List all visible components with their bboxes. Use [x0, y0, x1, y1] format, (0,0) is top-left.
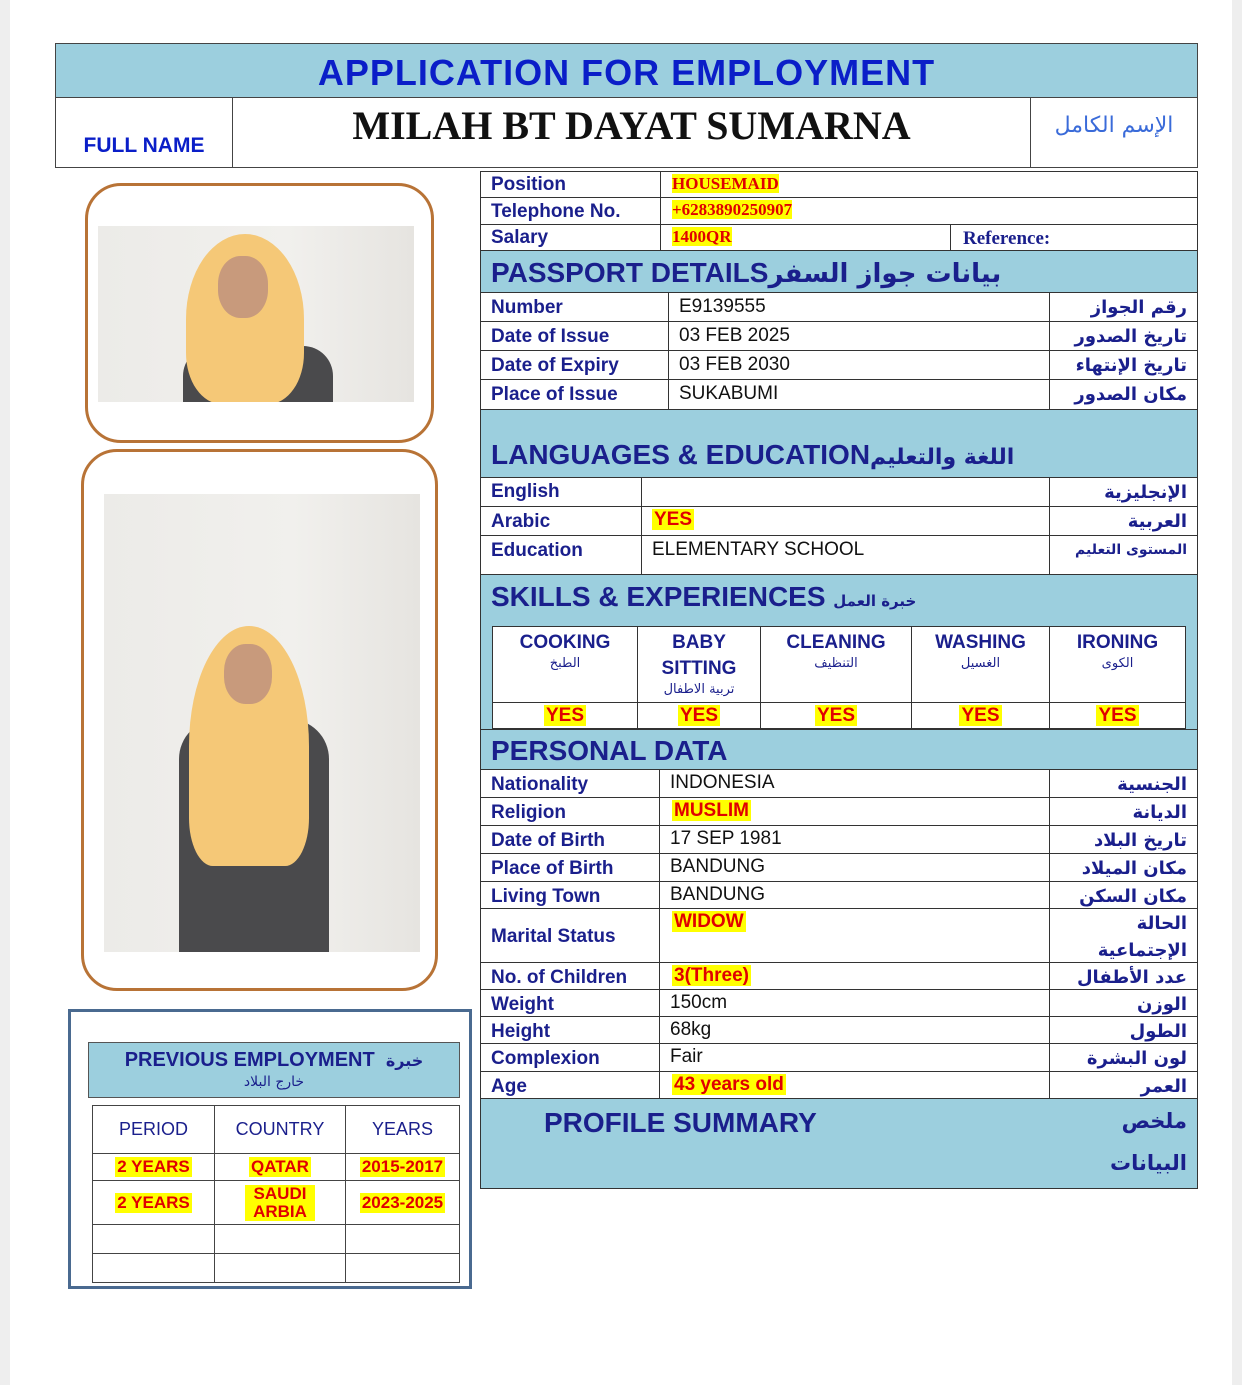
education-label-ar: المستوى التعليم	[1075, 542, 1187, 558]
skill-cooking-value: YES	[545, 705, 585, 726]
table-row	[481, 478, 1197, 507]
height-label: Height	[481, 1017, 660, 1043]
prev-header-years: YEARS	[371, 1119, 434, 1139]
table-row	[481, 380, 1197, 410]
prev-period	[93, 1254, 215, 1282]
languages-section-header	[481, 410, 1197, 478]
table-row	[481, 963, 1197, 990]
profile-summary-title: PROFILE SUMMARY	[544, 1107, 817, 1138]
previous-employment-title-en: PREVIOUS EMPLOYMENT	[124, 1049, 375, 1071]
full-name-label-ar: الإسم الكامل	[1054, 113, 1174, 138]
header-table	[55, 43, 1198, 168]
previous-employment-title-ar-2: خارج البلاد	[243, 1074, 305, 1090]
passport-title-ar: بيانات جواز السفر	[768, 259, 1002, 289]
previous-employment-box	[68, 1009, 472, 1289]
prev-years	[346, 1254, 459, 1282]
photo-frame-full-body	[81, 449, 438, 991]
portrait-photo	[98, 226, 414, 402]
marital-status-label-ar: الحالة الإجتماعية	[1097, 913, 1187, 961]
prev-period: 2 YEARS	[117, 1157, 190, 1176]
marital-status-label: Marital Status	[481, 909, 660, 962]
application-page	[10, 0, 1232, 1385]
salary-label: Salary	[481, 225, 661, 250]
english-label: English	[481, 478, 642, 506]
place-of-issue-value: SUKABUMI	[669, 380, 1050, 409]
skills-title: SKILLS & EXPERIENCES	[491, 581, 826, 612]
table-row	[93, 1254, 459, 1282]
prev-header-row	[93, 1106, 459, 1154]
previous-employment-title-ar-1: خبرة	[385, 1051, 424, 1070]
weight-label: Weight	[481, 990, 660, 1016]
skill-baby-sitting	[638, 627, 761, 702]
skill-baby-sitting-label: BABY SITTING	[661, 632, 737, 679]
prev-years: 2015-2017	[361, 1157, 444, 1176]
prev-header-country: COUNTRY	[215, 1106, 346, 1153]
skill-baby-sitting-label-ar: تربية الاطفال	[663, 682, 735, 697]
full-body-photo	[104, 494, 420, 952]
prev-header-period: PERIOD	[93, 1106, 215, 1153]
skill-ironing-value: YES	[1098, 705, 1137, 726]
nationality-label: Nationality	[481, 770, 660, 797]
complexion-value: Fair	[660, 1044, 1050, 1071]
personal-title: PERSONAL DATA	[491, 735, 728, 766]
personal-section-header	[481, 730, 1197, 770]
prev-country: SAUDI ARBIA	[245, 1185, 315, 1221]
position-value: HOUSEMAID	[672, 174, 779, 193]
date-of-issue-label-ar: تاريخ الصدور	[1074, 326, 1187, 347]
table-row	[481, 1072, 1197, 1099]
table-row	[93, 1225, 459, 1254]
religion-label-ar: الديانة	[1132, 802, 1187, 823]
skill-washing-label: WASHING	[935, 632, 1026, 653]
place-of-issue-label-ar: مكان الصدور	[1074, 384, 1187, 405]
skill-cleaning-value: YES	[816, 705, 856, 726]
passport-title: PASSPORT DETAILS	[491, 257, 769, 288]
prev-years	[346, 1225, 459, 1253]
skill-cleaning-label-ar: التنظيف	[814, 656, 858, 671]
prev-years: 2023-2025	[361, 1192, 444, 1212]
weight-label-ar: الوزن	[1137, 994, 1187, 1015]
weight-value: 150cm	[660, 990, 1050, 1016]
position-row	[481, 172, 1197, 198]
table-row	[481, 1044, 1197, 1072]
profile-summary-title-ar-2: البيانات	[1110, 1151, 1187, 1175]
prev-country	[215, 1225, 346, 1253]
date-of-expiry-label-ar: تاريخ الإنتهاء	[1075, 355, 1187, 376]
telephone-value: +6283890250907	[672, 200, 793, 219]
table-row	[481, 909, 1197, 963]
table-row	[481, 770, 1197, 798]
children-value: 3(Three)	[674, 965, 749, 986]
living-town-label-ar: مكان السكن	[1079, 886, 1187, 907]
complexion-label-ar: لون البشرة	[1086, 1048, 1187, 1069]
previous-employment-table	[92, 1105, 460, 1283]
education-value: ELEMENTARY SCHOOL	[642, 536, 1050, 574]
table-row	[481, 826, 1197, 854]
height-value: 68kg	[660, 1017, 1050, 1043]
languages-title-ar: اللغة والتعليم	[870, 445, 1015, 470]
skills-table	[492, 626, 1186, 729]
salary-row	[481, 225, 1197, 251]
full-name-value: MILAH BT DAYAT SUMARNA	[233, 98, 1031, 168]
date-of-birth-label: Date of Birth	[481, 826, 660, 853]
date-of-expiry-label: Date of Expiry	[481, 351, 669, 379]
skill-cleaning	[761, 627, 912, 702]
skill-washing-label-ar: الغسيل	[960, 656, 1001, 671]
arabic-label-ar: العربية	[1127, 511, 1187, 532]
telephone-label: Telephone No.	[481, 198, 661, 224]
table-row	[93, 1154, 459, 1181]
passport-number-label: Number	[481, 293, 669, 321]
prev-period: 2 YEARS	[117, 1192, 190, 1212]
profile-summary-title-ar-1: ملخص	[1121, 1109, 1187, 1133]
skills-header-row	[493, 627, 1185, 703]
profile-summary-section	[481, 1099, 1197, 1188]
table-row	[93, 1181, 459, 1225]
skill-baby-sitting-value: YES	[679, 705, 719, 726]
table-row	[481, 507, 1197, 536]
skill-ironing-label-ar: الكوى	[1101, 656, 1134, 671]
details-column	[480, 171, 1198, 1189]
living-town-value: BANDUNG	[660, 882, 1050, 908]
height-label-ar: الطول	[1129, 1021, 1187, 1042]
full-name-label: FULL NAME	[56, 98, 233, 168]
children-label-ar: عدد الأطفال	[1076, 967, 1187, 988]
arabic-label: Arabic	[481, 507, 642, 535]
nationality-label-ar: الجنسية	[1117, 774, 1187, 795]
age-label-ar: العمر	[1140, 1076, 1187, 1097]
languages-title: LANGUAGES & EDUCATION	[491, 439, 871, 470]
arabic-value: YES	[654, 509, 693, 530]
passport-number-value: E9139555	[669, 293, 1050, 321]
prev-country	[215, 1254, 346, 1282]
skills-section	[481, 575, 1197, 730]
skill-cooking	[493, 627, 638, 702]
telephone-row	[481, 198, 1197, 225]
place-of-issue-label: Place of Issue	[481, 380, 669, 409]
nationality-value: INDONESIA	[660, 770, 1050, 797]
date-of-expiry-value: 03 FEB 2030	[669, 351, 1050, 379]
table-row	[481, 1017, 1197, 1044]
reference-label: Reference:	[963, 228, 1051, 249]
date-of-issue-label: Date of Issue	[481, 322, 669, 350]
salary-value: 1400QR	[672, 227, 732, 246]
english-value	[642, 478, 1050, 506]
previous-employment-title	[88, 1042, 460, 1098]
age-value: 43 years old	[674, 1074, 784, 1095]
passport-section-header	[481, 251, 1197, 293]
date-of-issue-value: 03 FEB 2025	[669, 322, 1050, 350]
prev-country: QATAR	[251, 1157, 309, 1176]
place-of-birth-value: BANDUNG	[660, 854, 1050, 881]
table-row	[481, 322, 1197, 351]
children-label: No. of Children	[481, 963, 660, 989]
skill-ironing	[1050, 627, 1185, 702]
table-row	[481, 990, 1197, 1017]
skills-title-ar: خبرة العمل	[833, 592, 917, 610]
complexion-label: Complexion	[481, 1044, 660, 1071]
marital-status-value: WIDOW	[674, 911, 744, 932]
english-label-ar: الإنجليزية	[1104, 482, 1187, 503]
form-title: APPLICATION FOR EMPLOYMENT	[56, 44, 1197, 98]
prev-period	[93, 1225, 215, 1253]
education-label: Education	[481, 536, 642, 574]
table-row	[481, 351, 1197, 380]
table-row	[481, 798, 1197, 826]
date-of-birth-label-ar: تاريخ البلاد	[1093, 830, 1187, 851]
passport-number-label-ar: رقم الجواز	[1090, 297, 1187, 318]
religion-value: MUSLIM	[674, 800, 749, 821]
position-label: Position	[481, 172, 661, 197]
religion-label: Religion	[481, 798, 660, 825]
age-label: Age	[481, 1072, 660, 1098]
skill-ironing-label: IRONING	[1076, 632, 1159, 653]
table-row	[481, 854, 1197, 882]
skills-value-row	[493, 703, 1185, 728]
skill-cleaning-label: CLEANING	[786, 632, 886, 653]
place-of-birth-label: Place of Birth	[481, 854, 660, 881]
table-row	[481, 882, 1197, 909]
skill-washing-value: YES	[961, 705, 1000, 726]
photo-frame-portrait	[85, 183, 434, 443]
skill-cooking-label: COOKING	[519, 632, 611, 653]
date-of-birth-value: 17 SEP 1981	[660, 826, 1050, 853]
skill-cooking-label-ar: الطبخ	[549, 656, 581, 671]
table-row	[481, 293, 1197, 322]
table-row	[481, 536, 1197, 575]
skill-washing	[912, 627, 1050, 702]
living-town-label: Living Town	[481, 882, 660, 908]
place-of-birth-label-ar: مكان الميلاد	[1081, 858, 1187, 879]
